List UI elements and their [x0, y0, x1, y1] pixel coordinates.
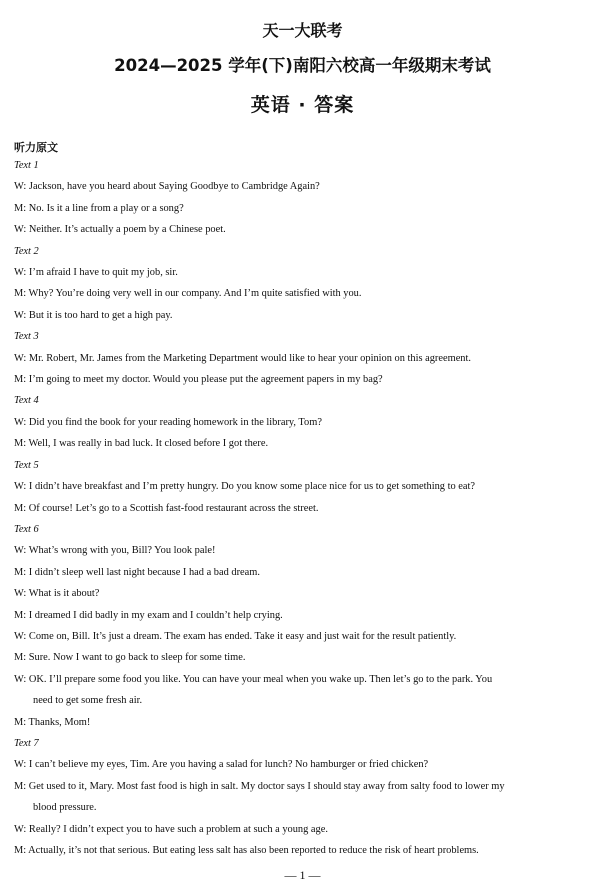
- speech-line: [14, 840, 594, 861]
- speaker-label: M:: [14, 652, 29, 664]
- speech-text: Really? I didn’t expect you to have such a problem at such a young age.: [28, 823, 328, 835]
- speech-text: Get used to it, Mary. Most fast food is high in salt. My doctor says I should stay away from salty food to lower my: [28, 780, 505, 792]
- page-number: — 1 —: [284, 868, 321, 882]
- speech-text: But it is too hard to get a high pay.: [28, 309, 173, 321]
- speech-text: Jackson, have you heard about Saying Goodbye to Cambridge Again?: [28, 181, 320, 193]
- speaker-label: W:: [14, 352, 29, 364]
- exam-title: 2024—2025 学年(下)南阳六校高一年级期末考试: [114, 56, 491, 75]
- speech-line: [14, 283, 594, 304]
- speaker-label: M:: [14, 566, 29, 578]
- speech-text: Thanks, Mom!: [28, 716, 91, 728]
- speaker-label: W:: [14, 823, 29, 835]
- text-label: Text 1: [14, 160, 39, 171]
- speech-line: [14, 583, 594, 604]
- speaker-label: M:: [14, 780, 29, 792]
- speaker-label: W:: [14, 630, 29, 642]
- speaker-label: M:: [14, 845, 29, 856]
- speech-line: [14, 626, 594, 647]
- text-label: Text 4: [14, 395, 39, 407]
- speaker-label: W:: [14, 309, 29, 321]
- speech-line: [14, 412, 594, 433]
- speech-line: [14, 712, 594, 733]
- section-title: 听力原文: [14, 141, 58, 154]
- speech-line: [14, 262, 594, 283]
- speech-continuation: need to get some fresh air.: [33, 695, 143, 707]
- speech-text: Actually, it’s not that serious. But eating less salt has also been reported to reduce the risk of heart problems.: [28, 845, 479, 856]
- speech-line: [14, 176, 594, 197]
- speech-line: [14, 219, 594, 240]
- speaker-label: M:: [14, 609, 29, 621]
- speech-line: [14, 198, 594, 219]
- text-label: Text 6: [14, 523, 39, 535]
- subject-title: 英语 · 答案: [250, 94, 355, 116]
- speech-continuation: blood pressure.: [33, 802, 97, 814]
- speech-text: I’m going to meet my doctor. Would you please put the agreement papers in my bag?: [28, 374, 383, 386]
- speech-line: [14, 348, 594, 369]
- text-label: Text 2: [14, 245, 39, 257]
- text-label: Text 5: [14, 459, 39, 471]
- speech-text: No. Is it a line from a play or a song?: [28, 202, 184, 214]
- speech-text: Well, I was really in bad luck. It closed before I got there.: [28, 438, 269, 450]
- speech-text: I dreamed I did badly in my exam and I couldn’t help crying.: [28, 609, 283, 621]
- speaker-label: W:: [14, 224, 29, 236]
- speech-line: [14, 819, 594, 840]
- text-label: Text 7: [14, 737, 39, 749]
- speaker-label: M:: [14, 202, 29, 214]
- speaker-label: W:: [14, 759, 29, 771]
- speech-text: Neither. It’s actually a poem by a Chinese poet.: [28, 224, 226, 236]
- speaker-label: M:: [14, 438, 29, 450]
- speaker-label: M:: [14, 502, 29, 514]
- speech-line: [14, 605, 594, 626]
- speech-line: [14, 776, 594, 797]
- speaker-label: W:: [14, 588, 29, 600]
- speech-text: Come on, Bill. It’s just a dream. The exam has ended. Take it easy and just wait for the result patiently.: [28, 630, 457, 642]
- speech-line: [14, 433, 594, 454]
- speaker-label: W:: [14, 481, 29, 493]
- speech-text: Why? You’re doing very well in our company. And I’m quite satisfied with you.: [28, 288, 362, 300]
- speaker-label: W:: [14, 181, 29, 193]
- speech-line: [14, 498, 594, 519]
- speaker-label: W:: [14, 545, 29, 557]
- speaker-label: W:: [14, 416, 29, 428]
- transcript: [14, 155, 594, 861]
- speech-text: What’s wrong with you, Bill? You look pale!: [28, 545, 216, 557]
- speech-line: [14, 647, 594, 668]
- text-label: Text 3: [14, 331, 39, 343]
- speech-text: Sure. Now I want to go back to sleep for some time.: [28, 652, 246, 664]
- exam-organizer: 天一大联考: [262, 21, 343, 40]
- speaker-label: M:: [14, 374, 29, 386]
- speech-line: [14, 369, 594, 390]
- speech-text: Mr. Robert, Mr. James from the Marketing Department would like to hear your opinion on this agreement.: [28, 352, 471, 364]
- speech-line: [14, 476, 594, 497]
- speech-text: Did you find the book for your reading homework in the library, Tom?: [28, 416, 322, 428]
- speech-text: I didn’t sleep well last night because I had a bad dream.: [28, 566, 260, 578]
- speech-line: [14, 540, 594, 561]
- speech-text: What is it about?: [28, 588, 100, 600]
- speech-text: I didn’t have breakfast and I’m pretty hungry. Do you know some place nice for us to get something to eat?: [28, 481, 476, 493]
- speaker-label: W:: [14, 673, 29, 685]
- speaker-label: M:: [14, 716, 29, 728]
- speech-line: [14, 754, 594, 775]
- speech-line: [14, 669, 594, 690]
- speech-line: [14, 562, 594, 583]
- speech-text: I’m afraid I have to quit my job, sir.: [28, 267, 178, 279]
- speech-text: I can’t believe my eyes, Tim. Are you having a salad for lunch? No hamburger or fried chicken?: [28, 759, 429, 771]
- speech-text: OK. I’ll prepare some food you like. You can have your meal when you wake up. Then let’s go to the park. You: [28, 673, 493, 685]
- speaker-label: W:: [14, 267, 29, 279]
- speaker-label: M:: [14, 288, 29, 300]
- speech-line: [14, 305, 594, 326]
- speech-text: Of course! Let’s go to a Scottish fast-food restaurant across the street.: [28, 502, 319, 514]
